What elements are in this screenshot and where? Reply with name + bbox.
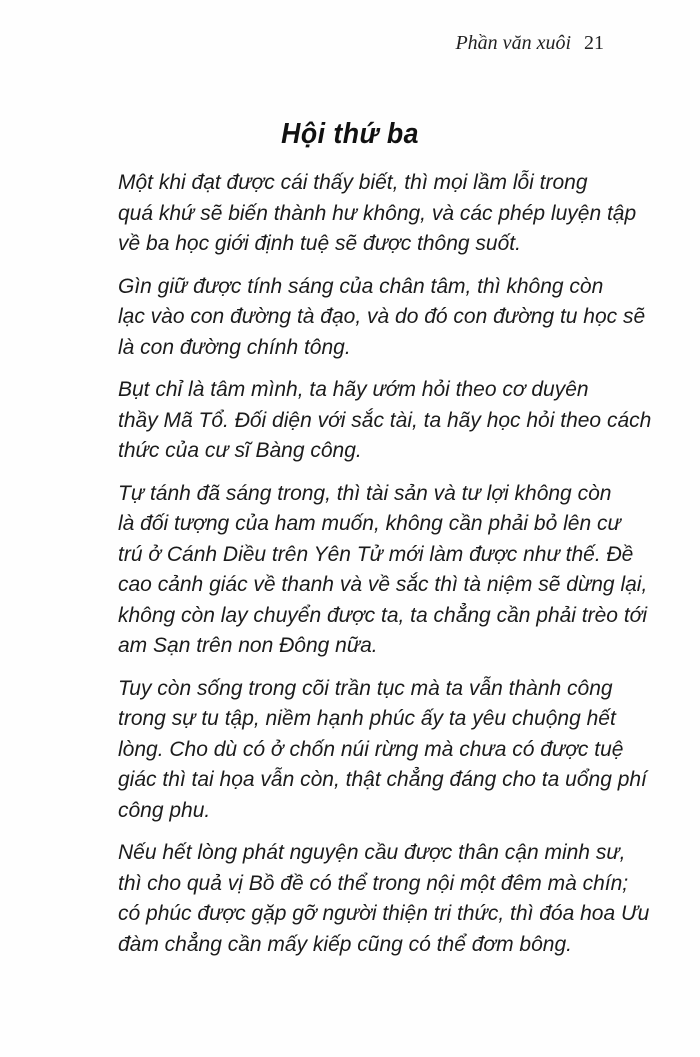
text-line: trú ở Cánh Diều trên Yên Tử mới làm được như thế. Đề [118, 542, 634, 566]
paragraph-6 [118, 838, 650, 960]
text-line: có phúc được gặp gỡ người thiện tri thức, thì đóa hoa Ưu [118, 902, 650, 925]
text-line: thức của cư sĩ Bàng công. [118, 439, 362, 462]
text-line: không còn lay chuyển được ta, ta chẳng cần phải trèo tới [118, 603, 648, 627]
text-line: đàm chẳng cần mấy kiếp cũng có thể đơm bông. [118, 932, 572, 956]
text-line: Gìn giữ được tính sáng của chân tâm, thì không còn [118, 274, 604, 298]
text-line: thì cho quả vị Bồ đề có thể trong nội một đêm mà chín; [118, 871, 629, 895]
paragraph-1 [118, 168, 637, 260]
text-line: Tuy còn sống trong cõi trần tục mà ta vẫn thành công [118, 676, 613, 700]
text-line: quá khứ sẽ biến thành hư không, và các phép luyện tập [118, 201, 637, 225]
running-header [455, 32, 604, 55]
paragraph-5 [118, 674, 647, 827]
text-line: trong sự tu tập, niềm hạnh phúc ấy ta yêu chuộng hết [118, 707, 616, 730]
text-line: là con đường chính tông. [118, 335, 351, 359]
chapter-title: Hội thứ ba [281, 118, 419, 150]
text-line: thầy Mã Tổ. Đối diện với sắc tài, ta hãy học hỏi theo cách [118, 408, 652, 432]
page-number: 21 [584, 32, 604, 54]
body-text [118, 168, 652, 972]
text-line: về ba học giới định tuệ sẽ được thông suốt. [118, 232, 521, 255]
text-line: Một khi đạt được cái thấy biết, thì mọi lầm lỗi trong [118, 171, 588, 194]
text-line: công phu. [118, 798, 211, 822]
text-line: là đối tượng của ham muốn, không cần phải bỏ lên cư [118, 512, 621, 535]
text-line: cao cảnh giác về thanh và về sắc thì tà niệm sẽ dừng lại, [118, 573, 648, 596]
text-line: giác thì tai họa vẫn còn, thật chẳng đáng cho ta uổng phí [118, 768, 647, 791]
text-line: Bụt chỉ là tâm mình, ta hãy ướm hỏi theo cơ duyên [118, 378, 589, 401]
paragraph-2 [118, 272, 646, 364]
paragraph-3 [118, 375, 652, 467]
text-line: lòng. Cho dù có ở chốn núi rừng mà chưa có được tuệ [118, 737, 624, 761]
text-line: lạc vào con đường tà đạo, và do đó con đường tu học sẽ [118, 305, 646, 328]
paragraph-4 [118, 479, 648, 662]
text-line: Nếu hết lòng phát nguyện cầu được thân cận minh sư, [118, 841, 626, 864]
section-title: Phần văn xuôi [455, 32, 571, 54]
text-line: am Sạn trên non Đông nữa. [118, 634, 378, 657]
text-line: Tự tánh đã sáng trong, thì tài sản và tư lợi không còn [118, 481, 612, 505]
